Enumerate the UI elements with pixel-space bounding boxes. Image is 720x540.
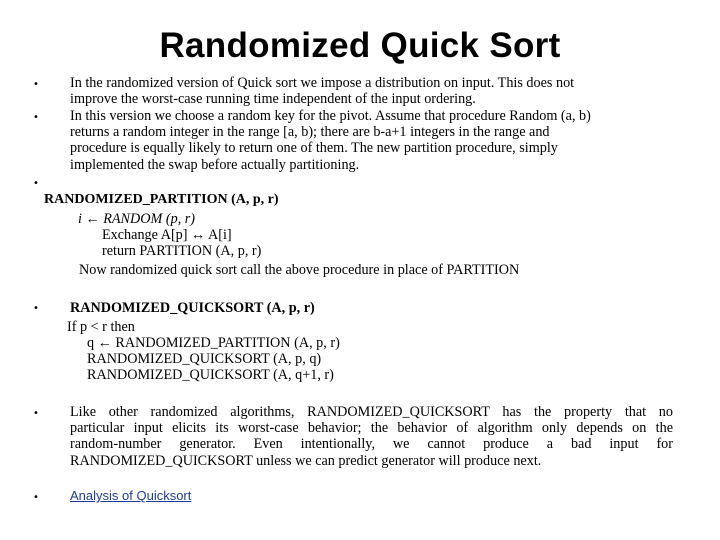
bullet-marker: • — [33, 178, 39, 189]
quicksort-line-right-recursion: RANDOMIZED_QUICKSORT (A, q+1, r) — [87, 367, 334, 383]
partition-line-random: i ← RANDOM (p, r) — [78, 211, 196, 227]
quicksort-line-if: If p < r then — [67, 319, 135, 335]
bullet-marker: • — [33, 492, 39, 503]
paragraph-worst-case: Like other randomized algorithms, RANDOMIZED_QUICKSORT has the property that no particular input elicits its worst-case behavior; the behavior of algorithm only depends on the random-number generator. Even intentionally, we cannot produce a bad input for RANDOMIZED_QUICKSORT unless we can predict generator will produce next. — [70, 404, 673, 469]
quicksort-line-left-recursion: RANDOMIZED_QUICKSORT (A, p, q) — [87, 351, 322, 367]
bullet-marker: • — [33, 79, 39, 90]
partition-header: RANDOMIZED_PARTITION (A, p, r) — [44, 192, 279, 207]
bullet-marker: • — [33, 112, 39, 123]
analysis-of-quicksort-link[interactable]: Analysis of Quicksort — [70, 488, 192, 503]
partition-line-return: return PARTITION (A, p, r) — [102, 243, 262, 259]
quicksort-line-partition: q ← RANDOMIZED_PARTITION (A, p, r) — [87, 335, 340, 351]
page-title: Randomized Quick Sort — [159, 26, 561, 65]
paragraph-random-pivot: In this version we choose a random key for the pivot. Assume that procedure Random (a, b) returns a random integer in the range [a, b); there are b-a+1 integers in the range and procedure is equally likely to return one of them. The new partition procedure, simply implemented the swap before actually partitioning. — [70, 108, 591, 173]
paragraph-randomized-intro: In the randomized version of Quick sort we impose a distribution on input. This does not improve the worst-case running time independent of the input ordering. — [70, 75, 575, 108]
quicksort-header: RANDOMIZED_QUICKSORT (A, p, r) — [70, 300, 315, 316]
bullet-marker: • — [33, 303, 39, 314]
partition-note: Now randomized quick sort call the above procedure in place of PARTITION — [79, 262, 520, 278]
bullet-marker: • — [33, 408, 39, 419]
partition-line-exchange: Exchange A[p] ↔ A[i] — [102, 227, 232, 243]
